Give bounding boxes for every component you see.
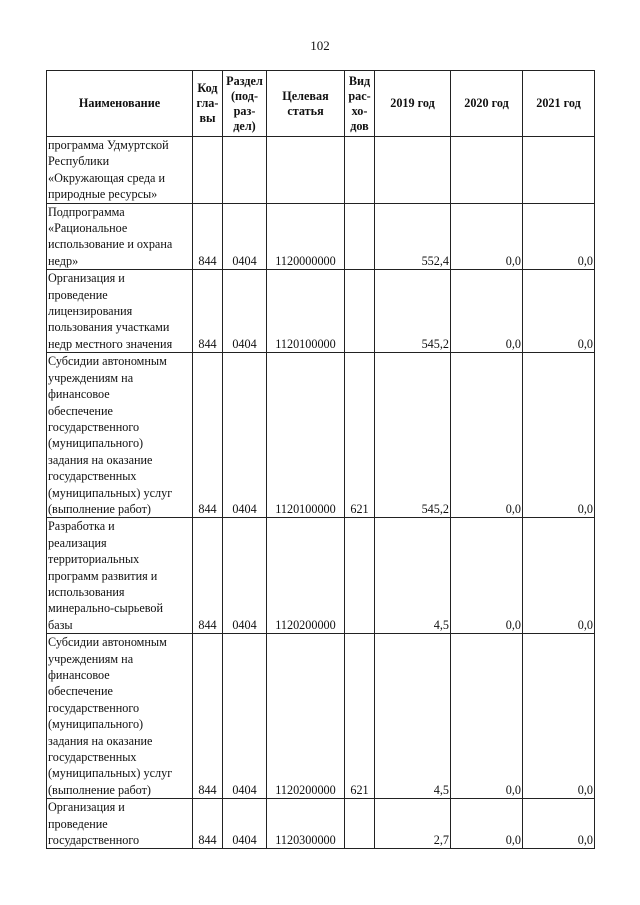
table-header-row — [47, 71, 595, 137]
row-section: 0404 — [223, 634, 267, 799]
row-section: 0404 — [223, 203, 267, 270]
row-2021: 0,0 — [523, 203, 595, 270]
header-name: Наименование — [47, 71, 193, 137]
row-target — [267, 137, 345, 204]
row-2021: 0,0 — [523, 634, 595, 799]
header-2019: 2019 год — [375, 71, 451, 137]
row-2019: 4,5 — [375, 634, 451, 799]
row-2020: 0,0 — [451, 518, 523, 634]
table-row — [47, 518, 595, 634]
row-2021 — [523, 137, 595, 204]
row-code: 844 — [193, 353, 223, 518]
row-type: 621 — [345, 634, 375, 799]
row-type: 621 — [345, 353, 375, 518]
budget-table — [46, 70, 595, 849]
row-name: Субсидии автономным учреждениям на финансовое обеспечение государственного (муниципального) задания на оказание государственных (муниципальных) услуг (выполнение работ) — [47, 634, 193, 799]
row-2021: 0,0 — [523, 270, 595, 353]
row-section: 0404 — [223, 353, 267, 518]
row-section: 0404 — [223, 799, 267, 849]
table-row — [47, 203, 595, 270]
row-2020: 0,0 — [451, 353, 523, 518]
table-row — [47, 634, 595, 799]
row-2021: 0,0 — [523, 353, 595, 518]
row-2019: 4,5 — [375, 518, 451, 634]
row-2019: 2,7 — [375, 799, 451, 849]
table-row — [47, 270, 595, 353]
table-row — [47, 353, 595, 518]
row-type — [345, 203, 375, 270]
row-2019: 545,2 — [375, 353, 451, 518]
row-2020 — [451, 137, 523, 204]
table-row — [47, 799, 595, 849]
row-2020: 0,0 — [451, 799, 523, 849]
row-2021: 0,0 — [523, 518, 595, 634]
row-target: 1120000000 — [267, 203, 345, 270]
row-section — [223, 137, 267, 204]
header-section: Раздел (под- раз- дел) — [223, 71, 267, 137]
row-type — [345, 518, 375, 634]
row-2019: 552,4 — [375, 203, 451, 270]
row-code: 844 — [193, 634, 223, 799]
row-2019: 545,2 — [375, 270, 451, 353]
row-code: 844 — [193, 518, 223, 634]
row-target: 1120200000 — [267, 634, 345, 799]
row-target: 1120300000 — [267, 799, 345, 849]
row-code: 844 — [193, 203, 223, 270]
header-2020: 2020 год — [451, 71, 523, 137]
row-name: Субсидии автономным учреждениям на финансовое обеспечение государственного (муниципального) задания на оказание государственных (муниципальных) услуг (выполнение работ) — [47, 353, 193, 518]
row-section: 0404 — [223, 270, 267, 353]
header-type: Вид рас- хо- дов — [345, 71, 375, 137]
row-section: 0404 — [223, 518, 267, 634]
row-type — [345, 799, 375, 849]
row-name: Разработка и реализация территориальных программ развития и использования минерально-сырьевой базы — [47, 518, 193, 634]
row-name: Организация и проведение государственного — [47, 799, 193, 849]
row-target: 1120200000 — [267, 518, 345, 634]
header-target: Целевая статья — [267, 71, 345, 137]
row-name: программа Удмуртской Республики «Окружающая среда и природные ресурсы» — [47, 137, 193, 204]
row-target: 1120100000 — [267, 270, 345, 353]
row-code — [193, 137, 223, 204]
page-number: 102 — [310, 38, 330, 53]
row-type — [345, 137, 375, 204]
header-2021: 2021 год — [523, 71, 595, 137]
row-type — [345, 270, 375, 353]
row-name: Организация и проведение лицензирования пользования участками недр местного значения — [47, 270, 193, 353]
row-2021: 0,0 — [523, 799, 595, 849]
row-name: Подпрограмма «Рациональное использование и охрана недр» — [47, 203, 193, 270]
row-target: 1120100000 — [267, 353, 345, 518]
row-code: 844 — [193, 799, 223, 849]
table-row — [47, 137, 595, 204]
row-2020: 0,0 — [451, 203, 523, 270]
row-2019 — [375, 137, 451, 204]
row-2020: 0,0 — [451, 270, 523, 353]
row-code: 844 — [193, 270, 223, 353]
header-code: Код гла- вы — [193, 71, 223, 137]
row-2020: 0,0 — [451, 634, 523, 799]
